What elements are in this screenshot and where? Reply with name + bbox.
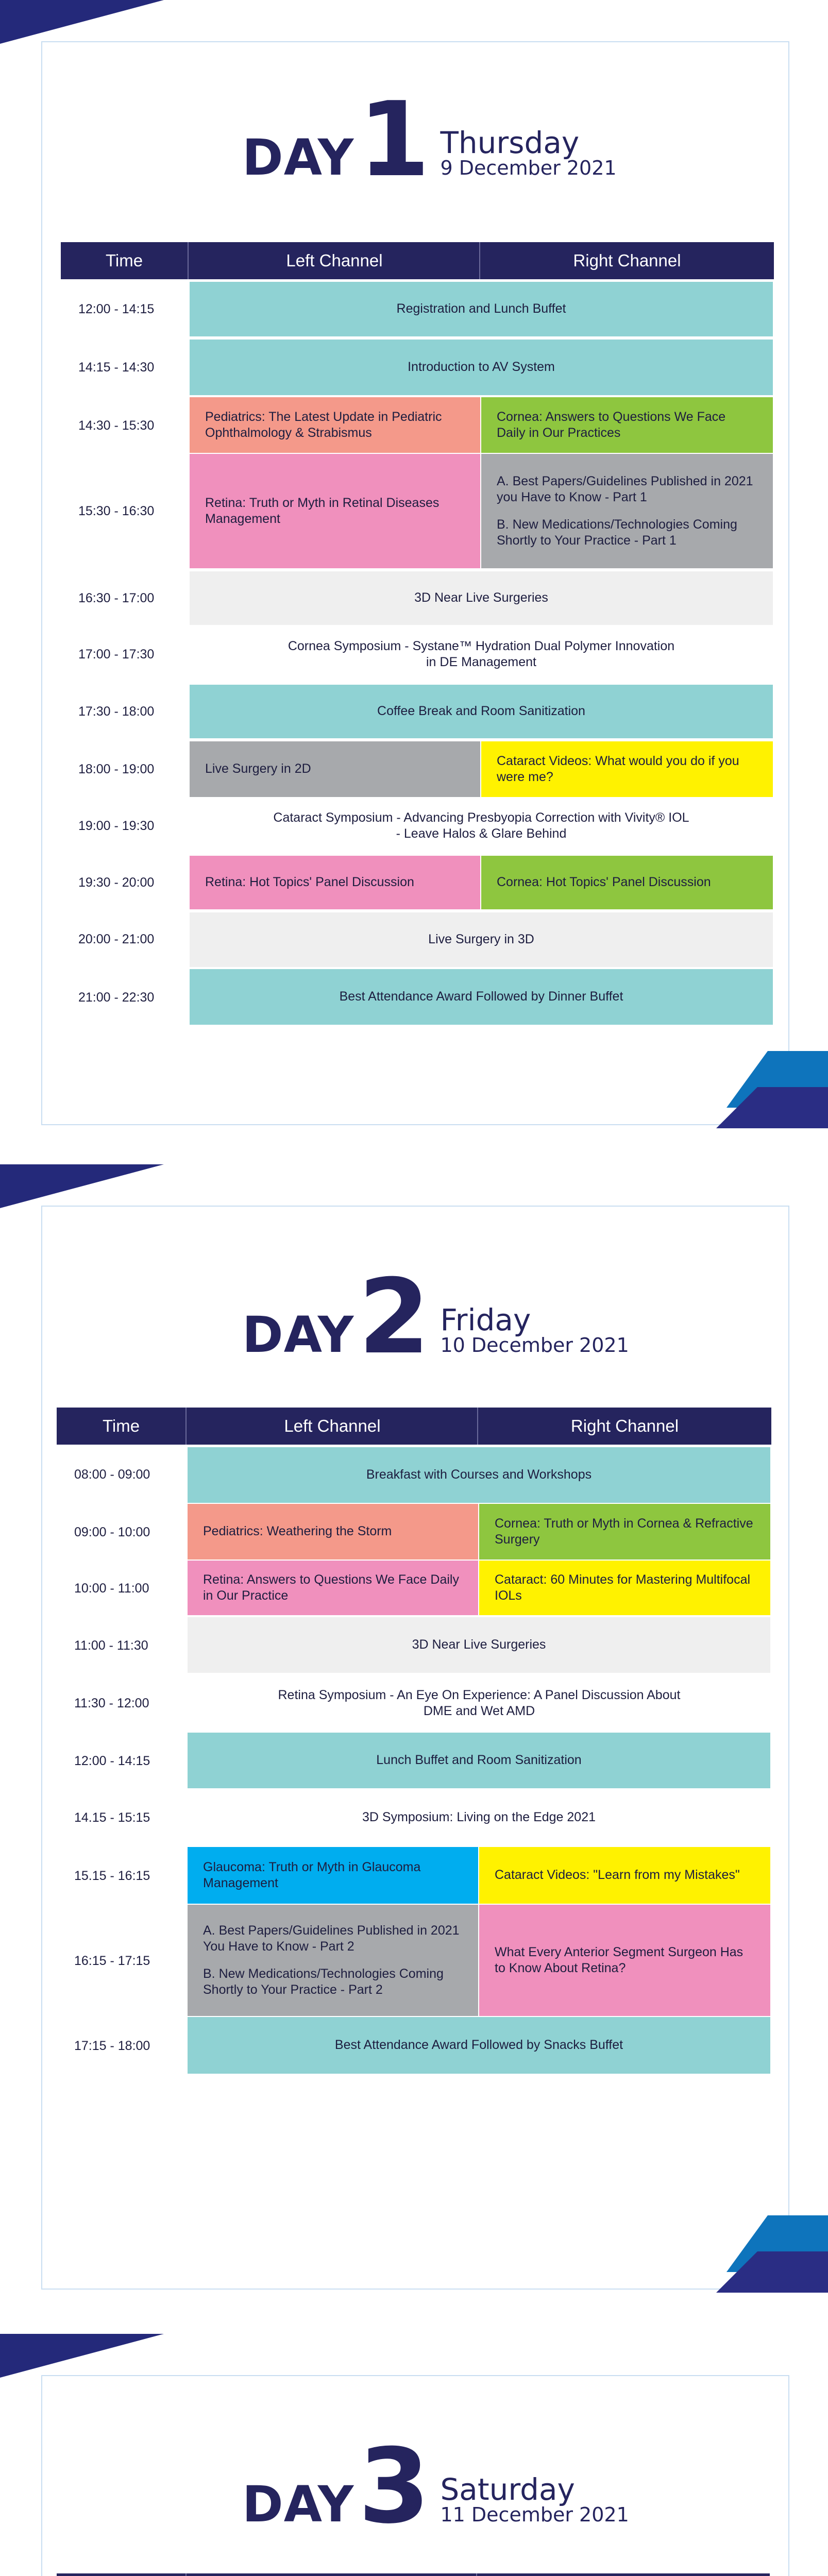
table-row (57, 1789, 770, 1846)
day-label: DAY (242, 129, 354, 187)
time-slot: 12:00 - 14:15 (74, 1753, 150, 1768)
session-full: Cornea Symposium - Systane™ Hydration Dual Polymer Innovation in DE Management (288, 638, 675, 669)
time-slot: 16:15 - 17:15 (74, 1953, 150, 1968)
time-slot: 12:00 - 14:15 (78, 301, 155, 316)
header-time: Time (61, 242, 188, 279)
header-left-channel (185, 2573, 477, 2576)
session-full: 3D Near Live Surgeries (188, 1617, 770, 1673)
session-left-part-a: A. Best Papers/Guidelines Published in 2021 You Have to Know - Part 2 (203, 1923, 460, 1954)
day-label: DAY (242, 1306, 354, 1364)
time-slot: 18:00 - 19:00 (78, 761, 155, 776)
table-row (61, 570, 773, 626)
time-slot: 15:30 - 16:30 (78, 503, 155, 518)
table-row (61, 397, 773, 454)
session-right: Cataract Videos: "Learn from my Mistakes" (479, 1847, 770, 1904)
time-slot: 11:30 - 12:00 (74, 1696, 149, 1710)
day-number: 3 (358, 2427, 430, 2547)
day-1-section (0, 0, 828, 1128)
date: 9 December 2021 (440, 157, 617, 180)
table-row (61, 454, 773, 568)
time-slot: 10:00 - 11:00 (74, 1581, 149, 1596)
session-left: Pediatrics: Weathering the Storm (188, 1504, 478, 1560)
table-row (57, 1504, 770, 1561)
session-left: Pediatrics: The Latest Update in Pediatric Ophthalmology & Strabismus (190, 397, 480, 453)
time-slot: 08:00 - 09:00 (74, 1467, 150, 1482)
session-full: Registration and Lunch Buffet (190, 282, 773, 336)
session-left: Retina: Answers to Questions We Face Daily in Our Practice (188, 1561, 478, 1615)
session-full: Lunch Buffet and Room Sanitization (188, 1733, 770, 1788)
table-row (61, 684, 773, 739)
time-slot: 19:00 - 19:30 (78, 818, 155, 833)
session-right-part-a: A. Best Papers/Guidelines Published in 2021 you Have to Know - Part 1 (497, 473, 753, 504)
session-right: Cataract Videos: What would you do if you were me? (481, 741, 773, 797)
day-number: 1 (358, 80, 430, 200)
session-left (188, 1905, 478, 2016)
time-slot: 17:30 - 18:00 (78, 704, 155, 719)
corner-decoration (0, 0, 164, 44)
session-left: Live Surgery in 2D (190, 741, 480, 797)
table-row (61, 911, 773, 967)
session-full: Breakfast with Courses and Workshops (188, 1447, 770, 1503)
header-right-channel: Right Channel (477, 1408, 771, 1445)
header-right-channel: Right Channel (479, 242, 774, 279)
session-full: Best Attendance Award Followed by Snacks Buffet (188, 2017, 770, 2074)
day-label: DAY (242, 2476, 354, 2533)
table-row (61, 281, 773, 337)
time-slot: 17:15 - 18:00 (74, 2038, 150, 2053)
time-slot: 11:00 - 11:30 (74, 1638, 148, 1653)
time-slot: 09:00 - 10:00 (74, 1524, 150, 1539)
table-row (57, 1905, 770, 2017)
day-number: 2 (358, 1257, 430, 1377)
session-right-part-b: B. New Medications/Technologies Coming Shortly to Your Practice - Part 1 (497, 517, 737, 548)
session-right: Cornea: Hot Topics' Panel Discussion (481, 856, 773, 909)
table-row (61, 798, 773, 854)
corner-decoration (0, 2334, 164, 2378)
weekday: Saturday (440, 2472, 575, 2507)
day-2-section (0, 1164, 828, 2293)
table-row (61, 969, 773, 1026)
time-slot: 14:30 - 15:30 (78, 418, 155, 433)
session-full: Best Attendance Award Followed by Dinner Buffet (190, 969, 773, 1025)
table-row (57, 1675, 770, 1732)
date: 11 December 2021 (440, 2503, 629, 2527)
time-slot: 21:00 - 22:30 (78, 990, 155, 1005)
time-slot: 14:15 - 14:30 (78, 360, 155, 375)
session-left: Glaucoma: Truth or Myth in Glaucoma Management (188, 1847, 478, 1904)
session-left: Retina: Truth or Myth in Retinal Diseases Management (190, 454, 480, 568)
session-right: Cornea: Truth or Myth in Cornea & Refractive Surgery (479, 1504, 770, 1560)
table-row (61, 626, 773, 683)
time-slot: 17:00 - 17:30 (78, 647, 155, 662)
session-right (481, 454, 773, 568)
session-full: Introduction to AV System (190, 340, 773, 395)
time-slot: 20:00 - 21:00 (78, 931, 155, 946)
day-heading (242, 1257, 629, 1377)
session-full: 3D Symposium: Living on the Edge 2021 (362, 1810, 596, 1825)
header-time (57, 2573, 185, 2576)
table-row (57, 1561, 770, 1616)
session-full: Live Surgery in 3D (190, 912, 773, 967)
table-row (61, 740, 773, 798)
corner-decoration (0, 1164, 164, 1208)
date: 10 December 2021 (440, 1334, 629, 1357)
session-left: Retina: Hot Topics' Panel Discussion (190, 856, 480, 909)
session-full: Cataract Symposium - Advancing Presbyopia Correction with Vivity® IOL - Leave Halos & Glare Behind (273, 810, 689, 841)
session-left-part-b: B. New Medications/Technologies Coming Shortly to Your Practice - Part 2 (203, 1967, 444, 1997)
table-row (57, 1733, 770, 1789)
weekday: Thursday (440, 125, 580, 161)
session-full: 3D Near Live Surgeries (190, 571, 773, 625)
table-row (61, 338, 773, 396)
table-row (57, 1617, 770, 1674)
ribbon-decoration (665, 1051, 828, 1128)
weekday: Friday (440, 1302, 531, 1338)
table-row (57, 1446, 770, 1503)
table-row (61, 855, 773, 910)
session-right: What Every Anterior Segment Surgeon Has to Know About Retina? (479, 1905, 770, 2016)
day-3-section (0, 2334, 828, 2576)
day-heading (242, 80, 617, 200)
time-slot: 15.15 - 16:15 (74, 1868, 150, 1883)
table-row (57, 2017, 770, 2075)
ribbon-decoration (665, 2215, 828, 2293)
session-full: Coffee Break and Room Sanitization (190, 685, 773, 738)
session-right: Cataract: 60 Minutes for Mastering Multifocal IOLs (479, 1561, 770, 1615)
table-row (57, 1847, 770, 1905)
day-heading (242, 2427, 629, 2547)
header-time: Time (57, 1408, 185, 1445)
header-left-channel: Left Channel (188, 242, 480, 279)
header-right-channel (476, 2573, 770, 2576)
time-slot: 16:30 - 17:00 (78, 590, 155, 605)
header-left-channel: Left Channel (185, 1408, 478, 1445)
session-right: Cornea: Answers to Questions We Face Daily in Our Practices (481, 397, 773, 453)
session-full: Retina Symposium - An Eye On Experience: A Panel Discussion About DME and Wet AMD (278, 1687, 681, 1718)
time-slot: 19:30 - 20:00 (78, 875, 155, 890)
time-slot: 14.15 - 15:15 (74, 1810, 150, 1825)
